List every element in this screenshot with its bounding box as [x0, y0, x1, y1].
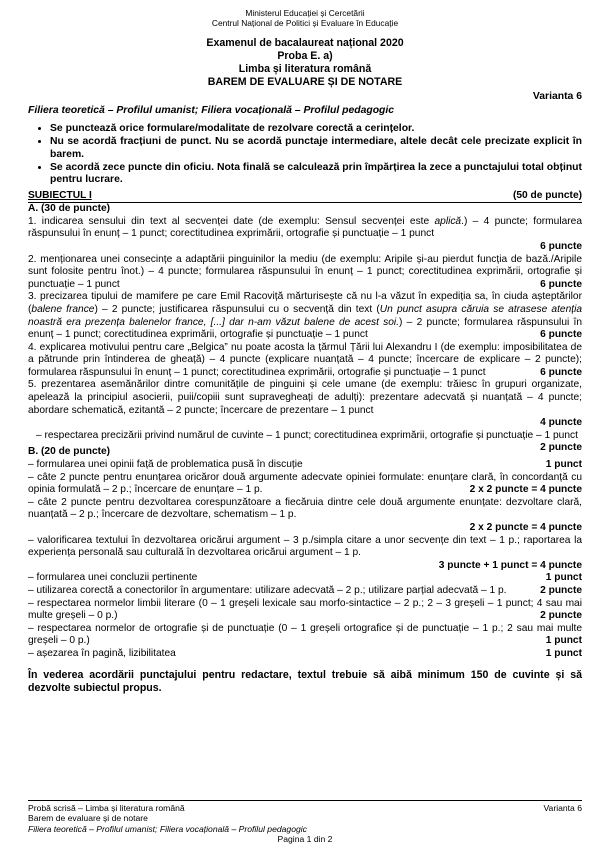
document-page [28, 8, 582, 695]
item-1: 1. indicarea sensului din text al secvenței date (de exemplu: Sensul secvenței este aplică.) – 4 puncte; formularea răspunsului în enunț – 1 punct; corectitudinea exprimării, ortografie și punctuație – 1 punct [28, 215, 582, 240]
footer-variant: Varianta 6 [543, 803, 582, 813]
exam-title: Examenul de bacalaureat național 2020 [206, 37, 404, 49]
subject-title: Limba și literatura română [238, 63, 372, 75]
b-line-2: – câte 2 puncte pentru enunțarea oricăror două argumente adecvate opiniei formulate: enunțare clară, în concordanță cu opinia formulată – 2 p.; încercare de enunțare – 1 p. 2 x 2 puncte = 4 puncte [28, 471, 582, 496]
item-5-score: 4 puncte [540, 417, 582, 429]
item-1-score: 6 puncte [540, 240, 582, 252]
b-line-3: – câte 2 puncte pentru dezvoltarea corespunzătoare a fiecăruia dintre cele două argumente enunțate: dezvoltare clară, nuanțată – 2 p.; încercare de dezvoltare, schematism – 1 p. [28, 496, 582, 521]
proba-title: Proba E. a) [277, 50, 333, 62]
b-line-4: – valorificarea textului în dezvoltarea oricărui argument – 3 p./simpla citare a unor secvențe din text – 1 p.; raportarea la experiența personală sau culturală în dezvoltarea oricărui argument – 1 p. [28, 534, 582, 559]
item-3: 3. precizarea tipului de mamifere pe care Emil Racoviță mărturisește că nu l-a văzut în expediția sa, în ciuda așteptărilor (balene france) – 2 puncte; justificarea răspunsului cu o secvență din text (Un punct asupra căruia se atrasese atenția noastră era prezența balenelor france, [...] dar n-am văzut balene de acest soi.) – 2 puncte; formularea răspunsului în enunț – 1 punct; corectitudinea exprimării, ortografie și punctuație – 1 punct 6 puncte [28, 291, 582, 341]
footer-filiera: Filiera teoretică – Profilul umanist; Filiera vocațională – Profilul pedagogic [28, 823, 307, 834]
variant-label: Varianta 6 [532, 91, 582, 102]
rule-item: • Nu se acordă fracțiuni de punct. Nu se acordă punctaje intermediare, altele decât cele precizate explicit în barem. [50, 136, 582, 162]
item-2: 2. menționarea unei consecințe a adaptării pinguinilor la mediu (de exemplu: Aripile și-au pierdut funcția de bază./Aripile sunt folosite pentru înot.) – 4 puncte; formularea răspunsului în enunț – 1 punct; corectitudinea exprimării, ortografie și punctuație – 1 punct 6 puncte [28, 253, 582, 290]
filiera-label: Filiera teoretică – Profilul umanist; Filiera vocațională – Profilul pedagogic [28, 104, 395, 116]
rule-item: • Se punctează orice formulare/modalitate de rezolvare corectă a cerințelor. [50, 123, 582, 136]
b-line-9: – așezarea în pagină, lizibilitatea 1 punct [28, 647, 582, 659]
subiect-heading [28, 190, 582, 203]
b-line-3-score: 2 x 2 puncte = 4 puncte [469, 522, 582, 534]
item-4: 4. explicarea motivului pentru care „Belgica” nu poate acosta la țărmul Țării lui Alexandru I (de exemplu: imposibilitatea de a pătrunde prin întinderea de gheață) – 4 puncte (explicare nuanțată – 4 puncte; încercare de explicare – 2 puncte); formularea răspunsului în enunț – 1 punct; corectitudinea exprimării, ortografie și punctuație – 1 punct 6 puncte [28, 341, 582, 378]
b-line-1: – formularea unei opinii față de problematica pusă în discuție 1 punct [28, 459, 582, 471]
part-a-title: A. (30 de puncte) [28, 203, 111, 215]
ministry-name: Ministerul Educației și Cercetării [245, 8, 365, 18]
b-line-5: – formularea unei concluzii pertinente 1 punct [28, 572, 582, 584]
part-b-title: B. (20 de puncte) [28, 446, 111, 458]
item-5-extra: – respectarea precizării privind numărul de cuvinte – 1 punct; corectitudinea exprimării, ortografie și punctuație – 1 punct 2 puncte [36, 429, 582, 454]
b-line-7: – respectarea normelor limbii literare (0 – 1 greșeli lexicale sau morfo-sintactice – 2 p.; 2 – 3 greșeli – 1 punct; 4 sau mai multe greșeli – 0 p.) 2 puncte [28, 597, 582, 622]
b-line-4-score: 3 puncte + 1 punct = 4 puncte [438, 559, 582, 571]
page-footer [28, 800, 582, 845]
barem-title: BAREM DE EVALUARE ȘI DE NOTARE [207, 76, 403, 88]
footer-exam: Probă scrisă – Limba și literatura română [28, 803, 185, 813]
final-note: În vederea acordării punctajului pentru redactare, textul trebuie să aibă minimum 150 de cuvinte și să dezvolte subiectul propus. [28, 668, 582, 694]
center-name: Centrul Național de Politici și Evaluare în Educație [211, 18, 399, 28]
general-rules [28, 123, 582, 187]
subiect-points: (50 de puncte) [512, 190, 582, 202]
b-line-8: – respectarea normelor de ortografie și de punctuație (0 – 1 greșeli ortografice și de punctuație – 1 p.; 2 sau mai multe greșeli – 0 p.) 1 punct [28, 622, 582, 647]
footer-barem: Barem de evaluare și de notare [28, 813, 148, 824]
rule-item: • Se acordă zece puncte din oficiu. Nota finală se calculează prin împărțirea la zece a punctajului total obținut pentru lucrare. [50, 162, 582, 188]
page-number: Pagina 1 din 2 [277, 834, 333, 845]
subiect-label: SUBIECTUL I [28, 190, 92, 202]
item-5: 5. prezentarea asemănărilor dintre comunitățile de pinguini și cele umane (de exemplu: trăiesc în grupuri organizate, apelează la principiul asocierii, puii/copiii sunt supravegheați de adulți): prezentare adecvată și nuanțată – 4 puncte; abordare schematică, ezitantă – 2 puncte; încercare de prezentare – 1 punct [28, 379, 582, 416]
b-line-6: – utilizarea corectă a conectorilor în argumentare: utilizare adecvată – 2 p.; utilizare parțial adecvată – 1 p. 2 puncte [28, 584, 582, 596]
